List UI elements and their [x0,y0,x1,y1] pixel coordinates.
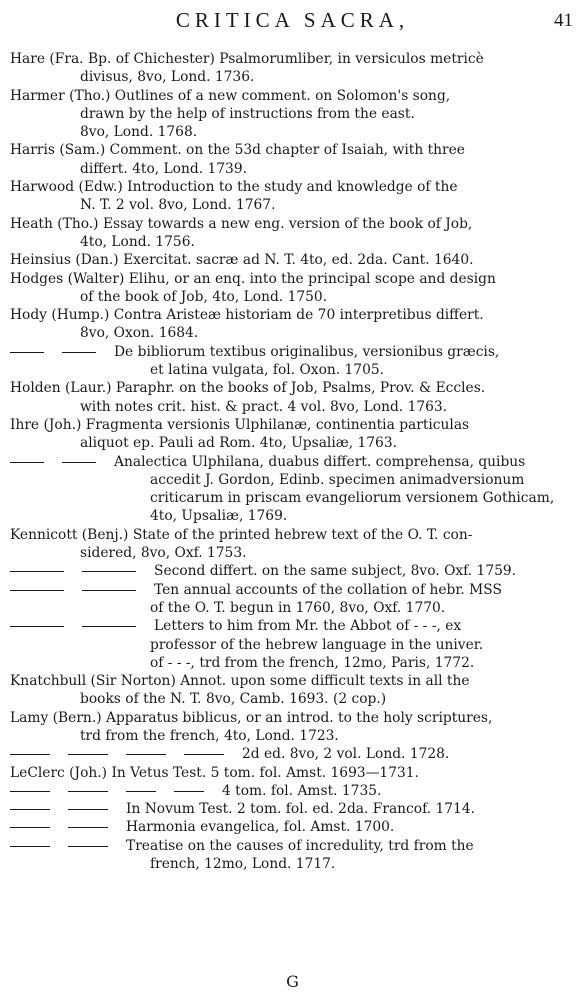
entry-text: with notes crit. hist. & pract. 4 vol. 8vo, Lond. 1763. [80,398,448,415]
entry-line [10,745,575,763]
entry-line [10,636,575,654]
bibliography-entry [10,617,575,672]
ditto-dash [10,626,64,627]
entry-line [10,526,575,544]
bibliography-entry [10,178,575,215]
entry-text: In Novum Test. 2 tom. fol. ed. 2da. Francof. 1714. [126,801,475,818]
ditto-dash [82,590,136,591]
entry-line [10,507,575,525]
bibliography-entry [10,215,575,252]
bibliography-entry [10,837,575,874]
entry-author: Harwood (Edw.) [10,179,123,196]
entry-text: drawn by the help of instructions from the east. [80,105,415,122]
ditto-dash [10,791,50,792]
entry-author: Hare (Fra. Bp. of Chichester) [10,51,215,67]
ditto-dash [126,791,156,792]
bibliography-entry [10,581,575,618]
ditto-dash [10,754,50,755]
entry-text: 8vo, Lond. 1768. [80,124,198,141]
entry-line [10,434,575,452]
entry-text: State of the printed hebrew text of the O. T. con- [132,526,473,543]
entry-line [10,379,575,397]
ditto-dashes [10,800,126,818]
entry-text: aliquot ep. Pauli ad Rom. 4to, Upsaliæ, 1763. [80,435,397,452]
entry-text: differt. 4to, Lond. 1739. [80,160,247,177]
entry-line [10,361,575,379]
entry-author: Heath (Tho.) [10,215,99,232]
entry-line [10,453,575,471]
entry-text: Introduction to the study and knowledge of the [127,179,458,196]
entry-text: N. T. 2 vol. 8vo, Lond. 1767. [80,197,276,214]
entry-line [10,196,575,214]
bibliography-entry [10,379,575,416]
bibliography-entry [10,416,575,453]
entry-text: 8vo, Oxon. 1684. [80,325,199,342]
entry-line [10,818,575,836]
entry-line [10,471,575,489]
ditto-dashes [10,617,154,635]
ditto-dash [68,809,108,810]
ditto-dashes [10,343,114,361]
entry-text: et latina vulgata, fol. Oxon. 1705. [150,362,385,379]
bibliography-entry [10,141,575,178]
entry-text: 4to, Lond. 1756. [80,233,195,250]
entry-line [10,617,575,635]
entry-author: Hody (Hump.) [10,307,110,324]
entry-text: Psalmorumliber, in versiculos metricè [219,51,484,67]
running-title: CRITICA SACRA, [175,8,410,32]
entry-text: Comment. on the 53d chapter of Isaiah, with three [109,142,465,159]
ditto-dashes [10,782,222,800]
entry-text: Second differt. on the same subject, 8vo. Oxf. 1759. [154,563,517,580]
entry-text: Treatise on the causes of incredulity, trd from the [126,837,474,854]
entry-line [10,215,575,233]
bibliography-entry [10,745,575,763]
ditto-dash [184,754,224,755]
entry-text: 2d ed. 8vo, 2 vol. Lond. 1728. [242,746,450,763]
ditto-dash [62,352,96,353]
bibliography-entry [10,251,575,269]
entry-author: Ihre (Joh.) [10,416,82,433]
entry-line [10,489,575,507]
entry-text: of the book of Job, 4to, Lond. 1750. [80,288,328,305]
entry-line [10,233,575,251]
entry-text: Letters to him from Mr. the Abbot of - - -, ex [154,618,462,635]
ditto-dash [10,809,50,810]
page-number: 41 [554,10,573,31]
bibliography-entry [10,50,575,87]
ditto-dashes [10,453,114,471]
entry-text: sidered, 8vo, Oxf. 1753. [80,545,247,562]
ditto-dash [10,827,50,828]
entry-line [10,672,575,690]
bibliography-entry [10,526,575,563]
entry-text: Analectica Ulphilana, duabus differt. comprehensa, quibus [114,453,526,470]
entry-text: trd from the french, 4to, Lond. 1723. [80,727,339,744]
entry-line [10,690,575,708]
entry-text: of the O. T. begun in 1760, 8vo, Oxf. 1770. [150,599,446,616]
ditto-dash [62,462,96,463]
entry-text: Essay towards a new eng. version of the book of Job, [102,215,473,232]
entry-text: Fragmenta versionis Ulphilanæ, continentia particulas [85,416,470,433]
ditto-dash [68,827,108,828]
bibliography-entry [10,453,575,526]
entry-text: books of the N. T. 8vo, Camb. 1693. (2 cop.) [80,691,387,708]
entry-line [10,837,575,855]
ditto-dash [68,791,108,792]
entry-text: 4to, Upsaliæ, 1769. [150,508,288,525]
entry-text: Outlines of a new comment. on Solomon's song, [114,87,451,104]
entry-text: Apparatus biblicus, or an introd. to the holy scriptures, [105,709,493,726]
entry-line [10,398,575,416]
entry-author: Holden (Laur.) [10,380,112,397]
bibliography-entry [10,672,575,709]
entry-line [10,50,575,68]
entry-line [10,105,575,123]
entry-author: Hodges (Walter) [10,270,125,287]
entry-text: Annot. upon some difficult texts in all the [180,673,470,690]
entry-line [10,141,575,159]
entry-text: De bibliorum textibus originalibus, versionibus græcis, [114,343,500,360]
entry-text: of - - -, trd from the french, 12mo, Paris, 1772. [150,654,475,671]
entry-text: Elihu, or an enq. into the principal scope and design [128,270,496,287]
entry-line [10,855,575,873]
ditto-dash [10,462,44,463]
ditto-dash [10,571,64,572]
entry-line [10,599,575,617]
entry-line [10,306,575,324]
entry-text: accedit J. Gordon, Edinb. specimen animadversionum [150,471,525,488]
entry-author: Kennicott (Benj.) [10,526,129,543]
entry-line [10,343,575,361]
entry-line [10,288,575,306]
entry-author: Lamy (Bern.) [10,709,102,726]
entry-line [10,160,575,178]
entry-text: Exercitat. sacræ ad N. T. 4to, ed. 2da. Cant. 1640. [123,252,474,269]
ditto-dashes [10,818,126,836]
page-header [0,8,585,38]
entry-line [10,581,575,599]
bibliography-entry [10,343,575,380]
entry-line [10,178,575,196]
ditto-dash [10,590,64,591]
entry-line [10,416,575,434]
entry-line [10,123,575,141]
entry-line [10,654,575,672]
entry-text: Ten annual accounts of the collation of hebr. MSS [154,581,502,598]
bibliography-entry [10,782,575,800]
entry-author: Harmer (Tho.) [10,87,111,104]
ditto-dash [10,352,44,353]
ditto-dash [10,846,50,847]
entry-line [10,709,575,727]
ditto-dash [174,791,204,792]
ditto-dashes [10,562,154,580]
entry-line [10,782,575,800]
entry-author: Heinsius (Dan.) [10,252,119,269]
ditto-dashes [10,745,242,763]
entry-line [10,562,575,580]
signature-mark: G [286,972,299,991]
entry-line [10,68,575,86]
entry-line [10,727,575,745]
ditto-dash [126,754,166,755]
bibliography-entry [10,800,575,818]
entry-text: Harmonia evangelica, fol. Amst. 1700. [126,819,395,836]
bibliography-entry [10,709,575,746]
entry-text: Contra Aristeæ historiam de 70 interpretibus differt. [113,307,484,324]
entry-text: criticarum in priscam evangeliorum versionem Gothicam, [150,490,555,507]
bibliography-entry [10,562,575,580]
entry-line [10,324,575,342]
ditto-dashes [10,581,154,599]
bibliography-entry [10,306,575,343]
entry-text: divisus, 8vo, Lond. 1736. [80,69,255,86]
ditto-dash [68,846,108,847]
entry-text: professor of the hebrew language in the univer. [150,636,484,653]
entry-text: Paraphr. on the books of Job, Psalms, Prov. & Eccles. [115,380,486,397]
bibliography-entries [10,50,575,873]
entry-text: In Vetus Test. 5 tom. fol. Amst. 1693—1731. [111,764,419,781]
entry-line [10,270,575,288]
entry-line [10,251,575,269]
entry-author: LeClerc (Joh.) [10,764,108,781]
entry-line [10,544,575,562]
ditto-dashes [10,837,126,855]
ditto-dash [82,626,136,627]
entry-author: Knatchbull (Sir Norton) [10,673,176,690]
entry-text: french, 12mo, Lond. 1717. [150,856,336,873]
bibliography-entry [10,87,575,142]
entry-text: 4 tom. fol. Amst. 1735. [222,782,382,799]
bibliography-entry [10,818,575,836]
bibliography-entry [10,764,575,782]
bibliography-entry [10,270,575,307]
ditto-dash [68,754,108,755]
entry-line [10,87,575,105]
entry-line [10,764,575,782]
entry-author: Harris (Sam.) [10,142,106,159]
entry-line [10,800,575,818]
ditto-dash [82,571,136,572]
